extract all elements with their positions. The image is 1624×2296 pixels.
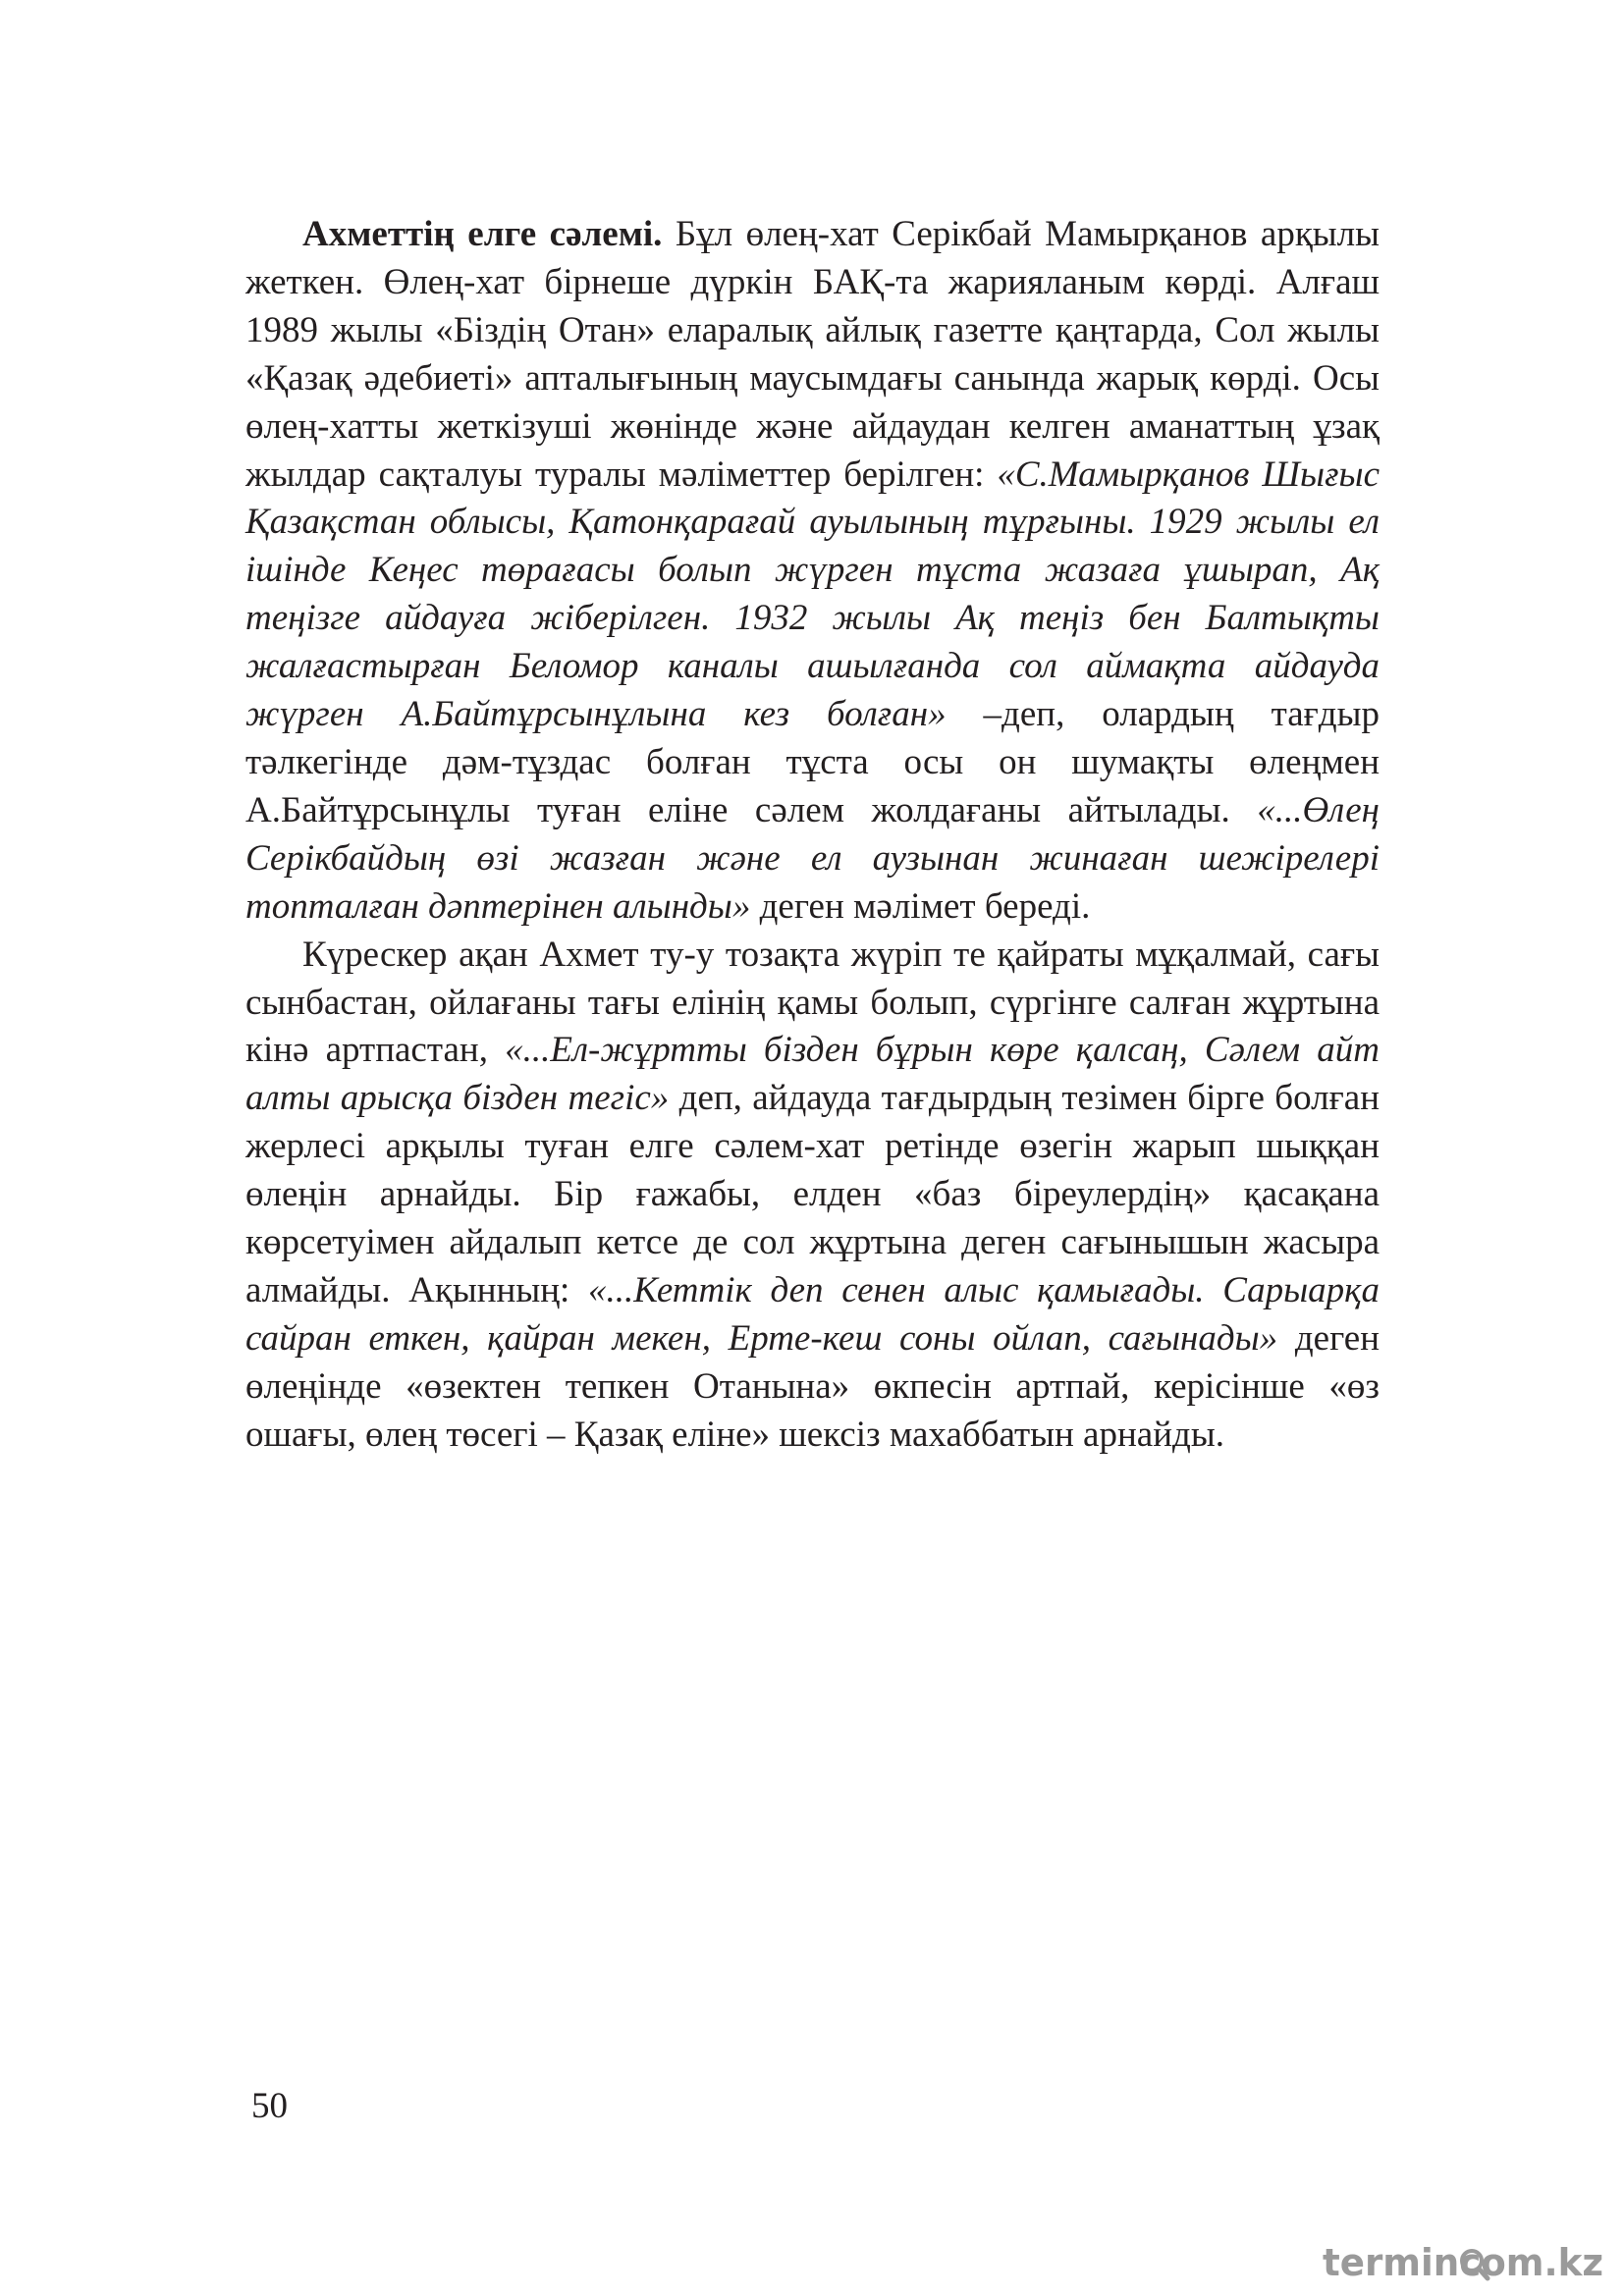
paragraph-1-quote-1: «С.Мамырқанов Шығыс Қазақстан облысы, Қатонқарағай ауылының тұрғыны. 1929 жылы ел ішінде Кеңес төрағасы болып жүрген тұста жазаға ұшырап, Ақ теңізге айдауға жіберілген. 1932 жылы Ақ теңіз бен Балтықты жалғастырған Беломор каналы ашылғанда сол аймақта айдауда жүрген А.Байтұрсынұлына кез болған» [245,454,1380,735]
watermark-logo [1317,2236,1611,2291]
paragraph-1-text-3: деген мәлімет береді. [750,885,1091,927]
paragraph-1-text-1: Бұл өлең-хат Серікбай Мамырқанов арқылы жеткен. Өлең-хат бірнеше дүркін БАҚ-та жарияланым көрді. Алғаш 1989 жылы «Біздің Отан» еларалық айлық газетте қаңтарда, Сол жылы «Қазақ әдебиеті» апталығының маусымдағы санында жарық көрді. Осы өлең-хатты жеткізуші жөнінде және айдаудан келген аманаттың ұзақ жылдар сақталуы туралы мәліметтер берілген: [245,214,1380,495]
main-text [245,211,1380,1460]
paragraph-2-text-3: деген өлеңінде «өзектен тепкен Отанына» өкпесін артпай, керісінше «өз ошағы, өлең төсегі – Қазақ еліне» шексіз махаббатын арнайды. [245,1317,1380,1455]
paragraph-2 [245,932,1380,1460]
watermark-text: termincom.kz [1323,2241,1603,2284]
watermark-svg [1317,2236,1611,2291]
paragraph-1 [245,211,1380,932]
paragraph-2-text-1: Күрескер ақан Ахмет ту-у тозақта жүріп те қайраты мұқалмай, сағы сынбастан, ойлағаны тағы елінің қамы болып, сүргінге салған жұртына кінә артпастан, [245,934,1380,1071]
paragraph-1-quote-2: «...Өлең Серікбайдың өзі жазған және ел аузынан жинаған шежірелері топталған дәптерінен алынды» [245,789,1380,927]
paragraph-2-quote-1: «...Ел-жұртты бізден бұрын көре қалсаң, Сәлем айт алты арысқа бізден тегіс» [245,1030,1380,1119]
paragraph-2-quote-2: «...Кеттік деп сенен алыс қамығады. Сарыарқа сайран еткен, қайран мекен, Ерте-кеш соны ойлап, сағынады» [245,1269,1380,1359]
page-number: 50 [251,2086,288,2126]
section-heading: Ахметтің елге сәлемі. [302,214,663,254]
paragraph-2-text-2: деп, айдауда тағдырдың тезімен бірге болған жерлесі арқылы туған елге сәлем-хат ретінде өзегін жарып шыққан өлеңін арнайды. Бір ғажабы, елден «баз біреулердің» қасақана көрсетуімен айдалып кетсе де сол жұртына деген сағынышын жасыра алмайды. Ақынның: [245,1078,1380,1310]
paragraph-1-text-2: –деп, олардың тағдыр тәлкегінде дәм-тұздас болған тұста осы он шумақты өлеңмен А.Байтұрсынұлы туған еліне сәлем жолдағаны айтылады. [245,694,1380,830]
